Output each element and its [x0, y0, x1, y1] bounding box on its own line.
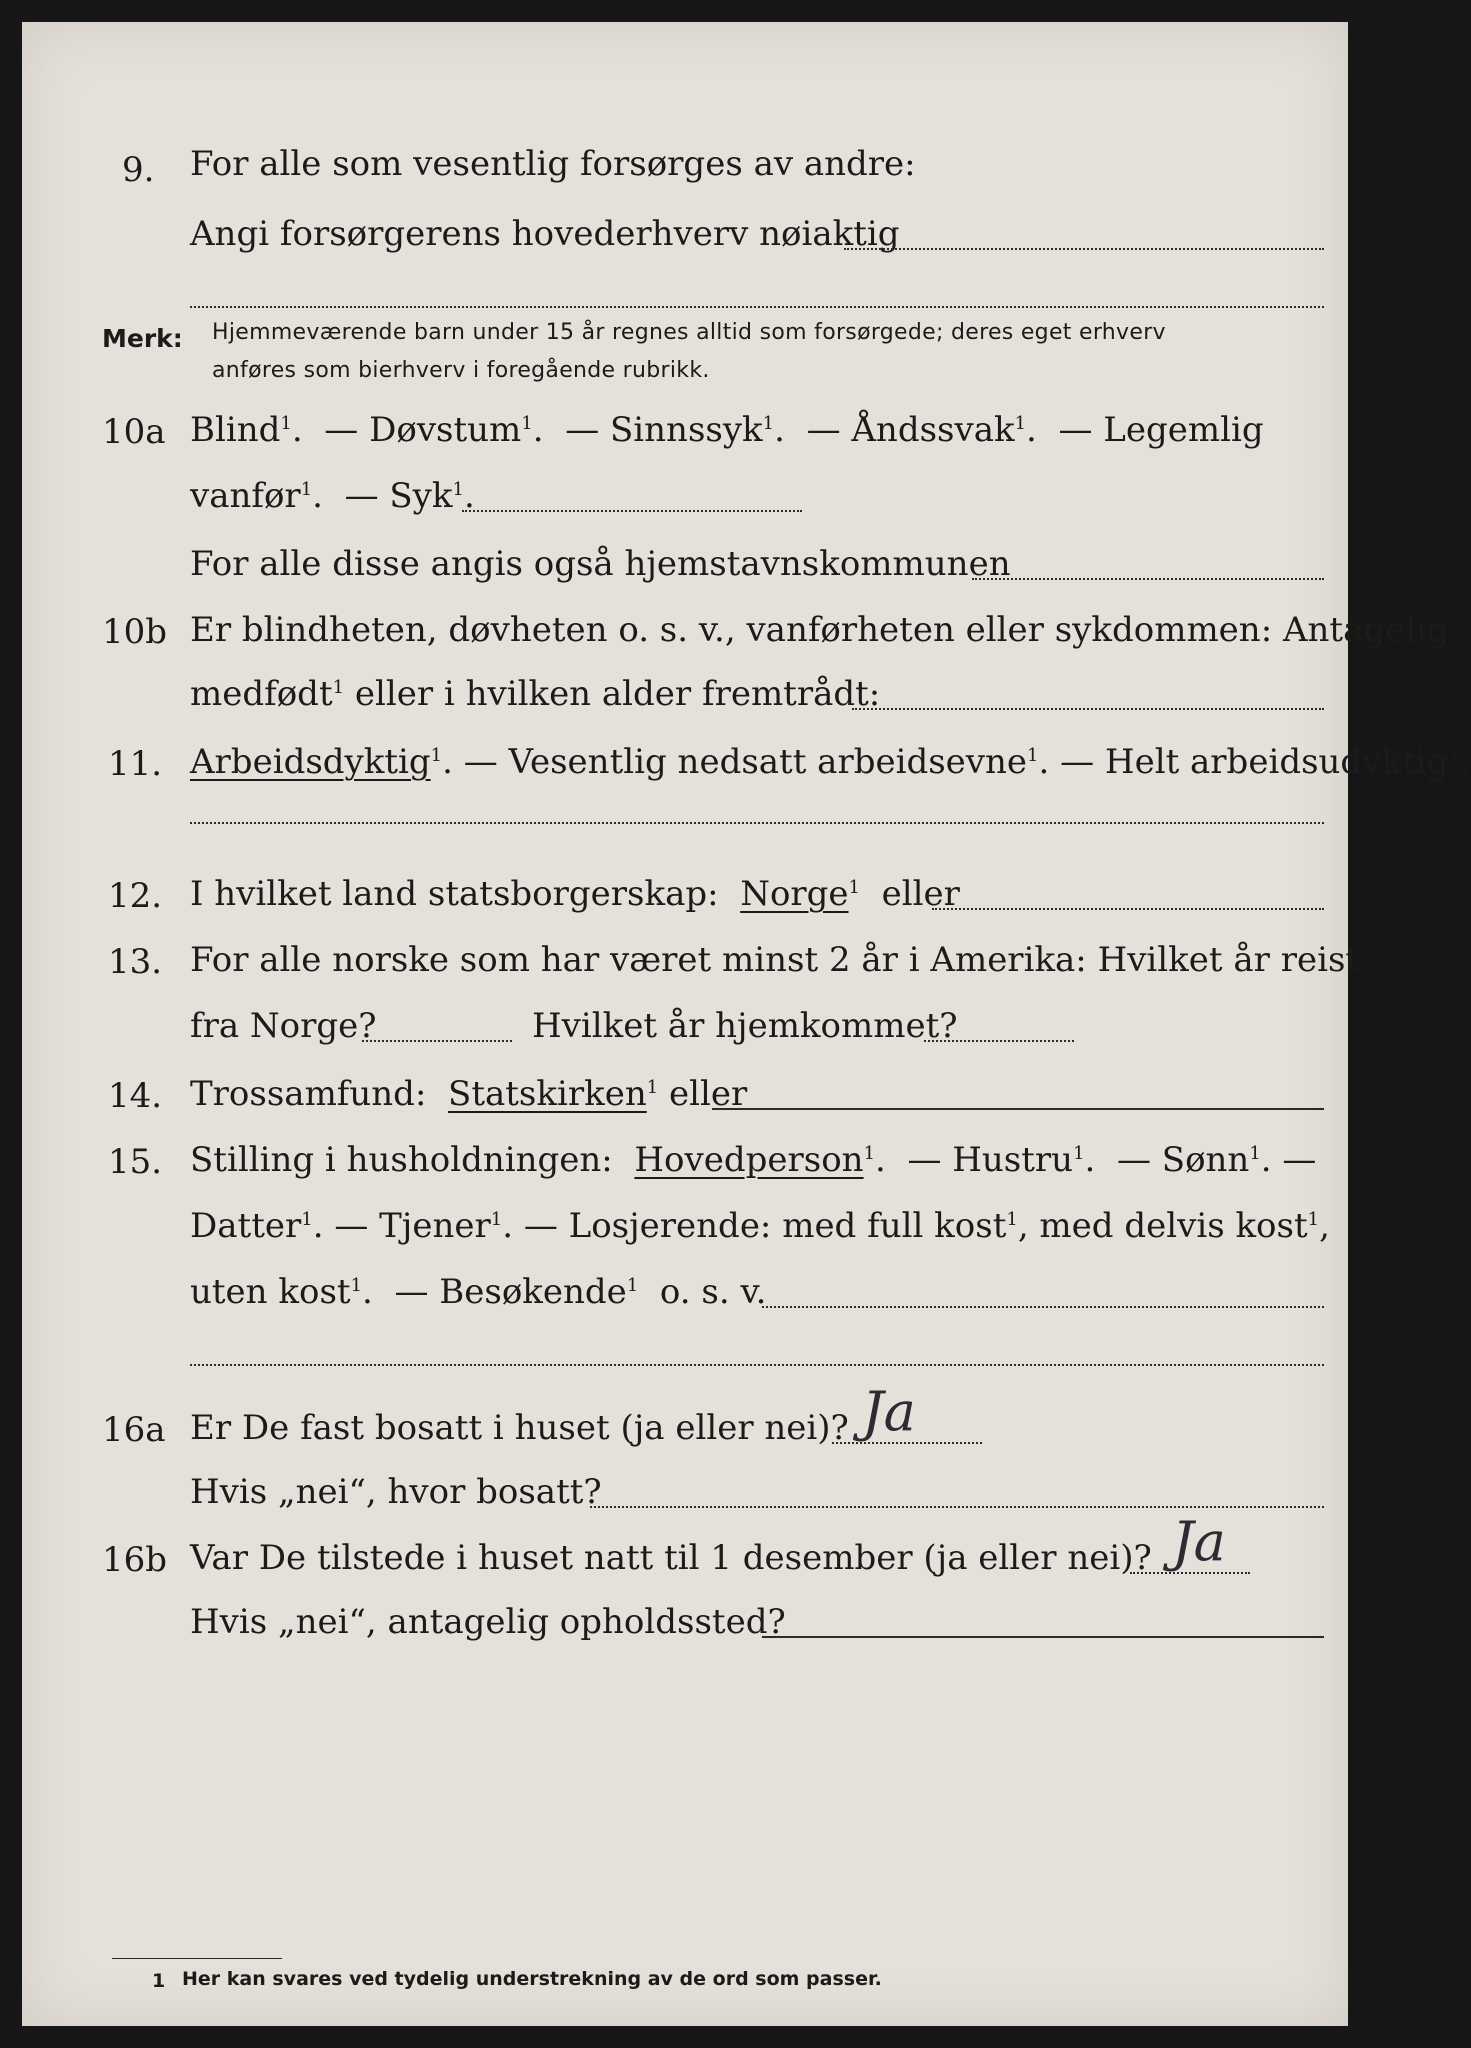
option-hovedperson[interactable]: Hovedperson: [634, 1140, 864, 1180]
option-vesentlig-nedsatt[interactable]: — Vesentlig nedsatt arbeidsevne: [463, 742, 1028, 782]
q10a-options: Blind$^1$. — Døvstum$^1$. — Sinnssyk$^1$. — Åndssvak$^1$. — Legemlig: [190, 410, 1264, 450]
q10a-syk-field[interactable]: [462, 510, 802, 512]
option-norge[interactable]: Norge: [740, 874, 849, 914]
q15-extra-field[interactable]: [190, 1364, 1324, 1366]
merk-note-line2: anføres som bierhverv i foregående rubrikk.: [212, 358, 710, 383]
q13-reist-field[interactable]: [362, 1040, 512, 1042]
option-sonn[interactable]: — Sønn: [1116, 1140, 1250, 1180]
option-datter[interactable]: Datter: [190, 1206, 302, 1246]
option-sinnssyk[interactable]: — Sinnssyk: [565, 410, 763, 450]
q16b-hvis-nei-label: Hvis „nei“, antagelig opholdssted?: [190, 1602, 786, 1642]
q13-reist-label: fra Norge?: [190, 1006, 377, 1046]
q11-options: Arbeidsdyktig$^1$. — Vesentlig nedsatt arbeidsevne$^1$. — Helt arbeidsudyktig$^1$.: [190, 742, 1471, 782]
q10b-question-line2: medfødt$^1$ eller i hvilken alder fremtrådt:: [190, 674, 881, 714]
option-besokende[interactable]: — Besøkende: [394, 1272, 627, 1312]
q9-provider-label: Angi forsørgerens hovederhverv nøiaktig: [190, 214, 900, 254]
q16a-handwritten-answer: Ja: [862, 1380, 916, 1443]
q10b-number: 10b: [102, 612, 168, 652]
q16b-number: 16b: [102, 1540, 168, 1580]
q15-options-line2: Datter$^1$. — Tjener$^1$. — Losjerende: med full kost$^1$, med delvis kost$^1$,: [190, 1206, 1330, 1246]
footnote-text: Her kan svares ved tydelig understrekning av de ord som passer.: [182, 1968, 882, 1990]
merk-note-line1: Hjemmeværende barn under 15 år regnes alltid som forsørgede; deres eget erhverv: [212, 320, 1166, 345]
q13-number: 13.: [108, 942, 163, 982]
q12-question: I hvilket land statsborgerskap: Norge$^1$ eller: [190, 874, 960, 914]
q13-hjemkommet-label: Hvilket år hjemkommet?: [532, 1006, 958, 1046]
option-andssvak[interactable]: — Åndssvak: [806, 410, 1015, 450]
q13-hjemkommet-field[interactable]: [924, 1040, 1074, 1042]
q16a-question: Er De fast bosatt i huset (ja eller nei)?: [190, 1408, 849, 1448]
option-losjerende[interactable]: — Losjerende: med full kost: [523, 1206, 1007, 1246]
q15-options-line3: uten kost$^1$. — Besøkende$^1$ o. s. v.: [190, 1272, 767, 1312]
option-arbeidsdyktig[interactable]: Arbeidsdyktig: [190, 742, 431, 782]
q9-extra-field[interactable]: [190, 306, 1324, 308]
census-form-page: [22, 22, 1471, 2026]
q16a-bosatt-field[interactable]: [590, 1506, 1324, 1508]
footnote-marker: 1: [152, 1970, 166, 1992]
q16b-opholdssted-field[interactable]: [762, 1636, 1324, 1638]
q11-number: 11.: [108, 744, 163, 784]
q12-number: 12.: [108, 876, 163, 916]
q10a-number: 10a: [102, 412, 166, 452]
q11-extra-field[interactable]: [190, 822, 1324, 824]
option-statskirken[interactable]: Statskirken: [448, 1074, 647, 1114]
option-medfodt[interactable]: medfødt: [190, 674, 333, 714]
q16b-question: Var De tilstede i huset natt til 1 desember (ja eller nei)?: [190, 1538, 1152, 1578]
q9-provider-field[interactable]: [844, 248, 1324, 250]
q12-country-field[interactable]: [932, 908, 1324, 910]
q13-question: For alle norske som har været minst 2 år i Amerika: Hvilket år reist: [190, 940, 1360, 980]
option-legemlig[interactable]: — Legemlig: [1058, 410, 1264, 450]
q15-options: Stilling i husholdningen: Hovedperson$^1$. — Hustru$^1$. — Sønn$^1$. —: [190, 1140, 1317, 1180]
q10b-question: Er blindheten, døvheten o. s. v., vanførheten eller sykdommen: Antagelig: [190, 610, 1449, 650]
option-uten-kost[interactable]: uten kost: [190, 1272, 351, 1312]
option-syk[interactable]: — Syk: [344, 476, 453, 516]
q9-heading: For alle som vesentlig forsørges av andre:: [190, 144, 916, 184]
option-helt-udyktig[interactable]: — Helt arbeidsudyktig: [1060, 742, 1449, 782]
q10a-hjemstavn-field[interactable]: [972, 578, 1324, 580]
q10b-age-field[interactable]: [852, 708, 1324, 710]
q15-number: 15.: [108, 1142, 163, 1182]
q10a-options-line2: vanfør$^1$. — Syk$^1$.: [190, 476, 475, 516]
footnote-separator: [112, 1958, 282, 1959]
q9-number: 9.: [122, 150, 155, 190]
option-vanfor[interactable]: vanfør: [190, 476, 301, 516]
q16a-number: 16a: [102, 1410, 166, 1450]
q16a-hvis-nei-label: Hvis „nei“, hvor bosatt?: [190, 1472, 602, 1512]
option-dovstum[interactable]: — Døvstum: [324, 410, 522, 450]
q14-number: 14.: [108, 1076, 163, 1116]
option-hustru[interactable]: — Hustru: [907, 1140, 1074, 1180]
q14-trossamfund-field[interactable]: [712, 1108, 1324, 1110]
q15-other-field[interactable]: [762, 1306, 1324, 1308]
merk-label: Merk:: [102, 324, 183, 353]
option-delvis-kost[interactable]: , med delvis kost: [1017, 1206, 1308, 1246]
q14-question: Trossamfund: Statskirken$^1$ eller: [190, 1074, 748, 1114]
option-tjener[interactable]: — Tjener: [334, 1206, 491, 1246]
q16b-handwritten-answer: Ja: [1172, 1510, 1226, 1573]
option-blind[interactable]: Blind: [190, 410, 281, 450]
q10a-hjemstavn-label: For alle disse angis også hjemstavnskommunen: [190, 544, 1011, 584]
